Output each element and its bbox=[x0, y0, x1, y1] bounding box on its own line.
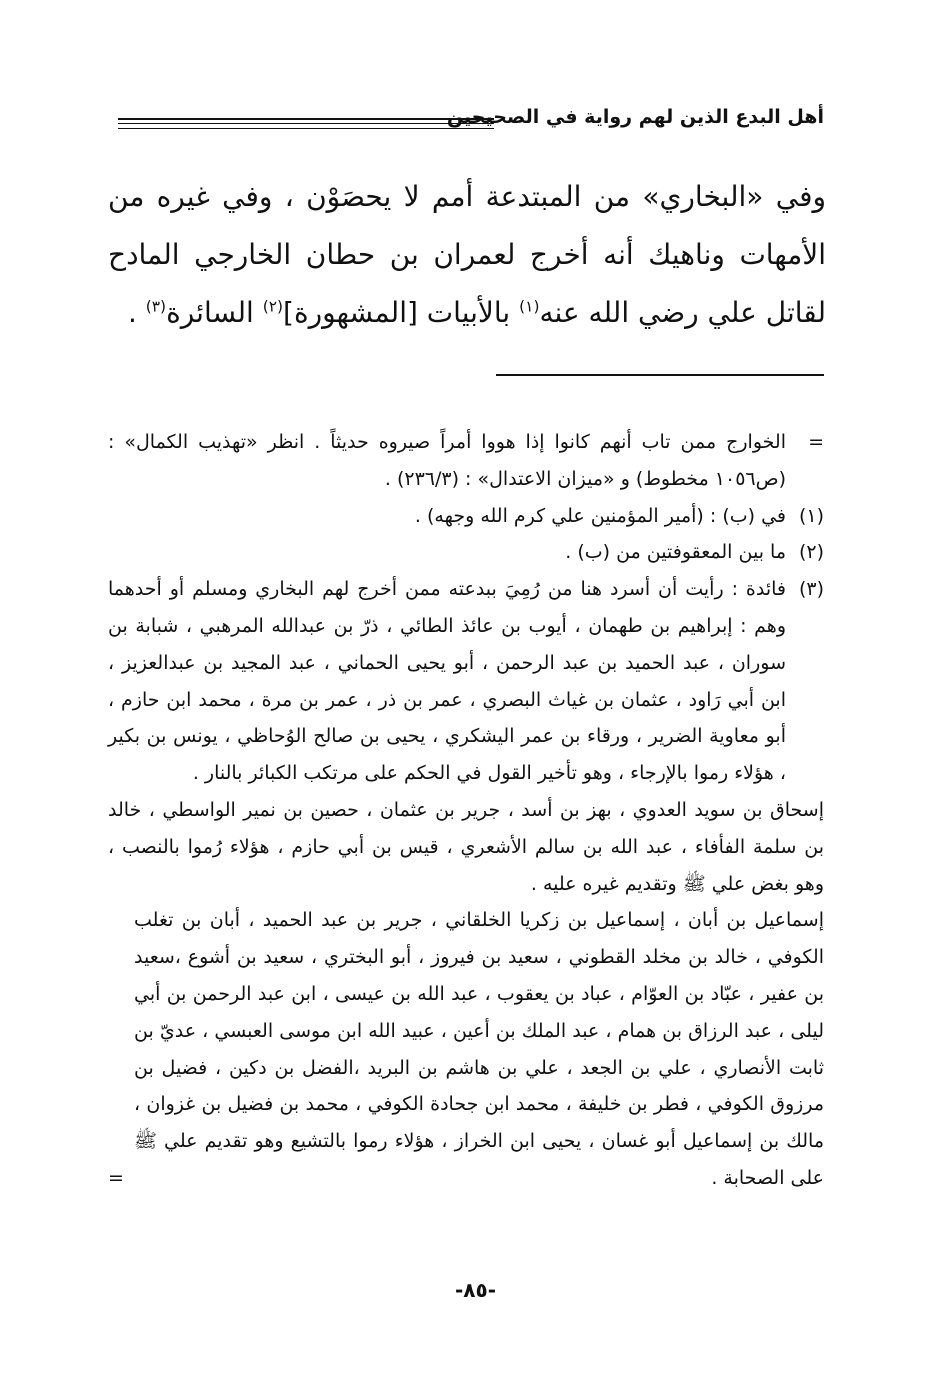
footnote-2 bbox=[108, 534, 824, 571]
header-rule bbox=[118, 118, 494, 120]
footnote-3-nasb-paragraph: إسحاق بن سويد العدوي ، بهز بن أسد ، جرير بن عثمان ، حصين بن نمير الواسطي ، خالد بن سلمة الفأفاء ، عبد الله بن سالم الأشعري ، قيس بن أبي حازم ، هؤلاء رُموا بالنصب ، وهو بغض علي ﷺ وتقديم غيره عليه . bbox=[108, 798, 824, 895]
main-text-a: وفي «البخاري» من المبتدعة أمم لا يحصَوْن ، وفي غيره من الأمهات وناهيك أنه أخرج لعمران بن حطان الخارجي المادح لقاتل علي رضي الله عنه bbox=[108, 180, 826, 329]
continuation-marker: = bbox=[808, 431, 824, 453]
main-text-c: السائرة bbox=[166, 296, 263, 329]
main-paragraph bbox=[108, 168, 826, 342]
footnote-ref-1: (١) bbox=[519, 297, 540, 316]
continues-marker: = bbox=[108, 1166, 124, 1189]
footnote-3 bbox=[108, 571, 824, 792]
footnote-3-tashayyu bbox=[108, 902, 824, 1196]
footnote-ref-2: (٢) bbox=[262, 297, 284, 316]
footnote-1-text: في (ب) : (أمير المؤمنين علي كرم الله وجهه) . bbox=[414, 504, 786, 527]
footnote-1-marker: (١) bbox=[798, 504, 824, 527]
footnote-3-tashayyu-paragraph: إسماعيل بن أبان ، إسماعيل بن زكريا الخلقاني ، جرير بن عبد الحميد ، أبان بن تغلب الكوفي ، خالد بن مخلد القطوني ، سعيد بن فيروز ، أبو البختري ، سعيد بن أشوع ،سعيد بن عفير ، عبّاد بن العوّام ، عباد بن يعقوب ، عبد الله بن عيسى ، ابن عبد الرحمن بن أبي ليلى ، عبد الرزاق بن همام ، عبد الملك بن أعين ، عبيد الله ابن موسى العبسي ، عديّ بن ثابت الأنصاري ، علي بن الجعد ، علي بن هاشم بن البريد ،الفضل بن دكين ، فضيل بن مرزوق الكوفي ، فطر بن خليفة ، محمد ابن جحادة الكوفي ، محمد بن فضيل بن غزوان ، مالك بن إسماعيل أبو غسان ، يحيى ابن الخراز ، هؤلاء رموا بالتشيع وهو تقديم علي ﷺ على الصحابة . bbox=[134, 909, 824, 1189]
header-rule bbox=[118, 123, 494, 124]
footnote-3-marker: (٣) bbox=[798, 578, 824, 601]
header-title: أهل البدع الذين لهم رواية في الصحيحين bbox=[446, 106, 824, 128]
footnote-3-text: فائدة : رأيت أن أسرد هنا من رُمِيَ ببدعته ممن أخرج لهم البخاري ومسلم أو أحدهما وهم : إبراهيم بن طهمان ، أيوب بن عائذ الطائي ، ذرّ بن عبدالله المرهبي ، شبابة بن سوران ، عبد الحميد بن عبد الرحمن ، أبو يحيى الحماني ، عبد المجيد بن عبدالعزيز ، ابن أبي رَاود ، عثمان بن غياث البصري ، عمر بن ذر ، عمر بن مرة ، محمد ابن حازم ، أبو معاوية الضرير ، ورقاء بن عمر اليشكري ، يحيى بن صالح الوُحاظي ، يونس بن بكير ، هؤلاء رموا بالإرجاء ، وهو تأخير القول في الحكم على مرتكب الكبائر بالنار . bbox=[108, 578, 786, 785]
footnote-2-text: ما بين المعقوفتين من (ب) . bbox=[565, 541, 786, 564]
footnote-ref-3: (٣) bbox=[145, 297, 167, 316]
footnote-2-marker: (٢) bbox=[798, 541, 824, 564]
footnote-1 bbox=[108, 498, 824, 535]
running-header bbox=[118, 106, 824, 136]
footnotes-section bbox=[108, 424, 824, 1197]
footnote-separator bbox=[496, 374, 824, 376]
page-number: -٨٥- bbox=[454, 1278, 497, 1302]
main-text-d: . bbox=[127, 296, 146, 329]
footnote-continuation bbox=[108, 424, 824, 498]
continuation-text: الخوارج ممن تاب أنهم كانوا إذا هووا أمراً صيروه حديثاً . انظر «تهذيب الكمال» : (ص١٠٥٦ مخطوط) و «ميزان الاعتدال» : (٢٣٦/٣) . bbox=[108, 431, 786, 490]
main-text-b: بالأبيات [المشهورة] bbox=[283, 296, 520, 329]
header-rule bbox=[118, 128, 494, 129]
